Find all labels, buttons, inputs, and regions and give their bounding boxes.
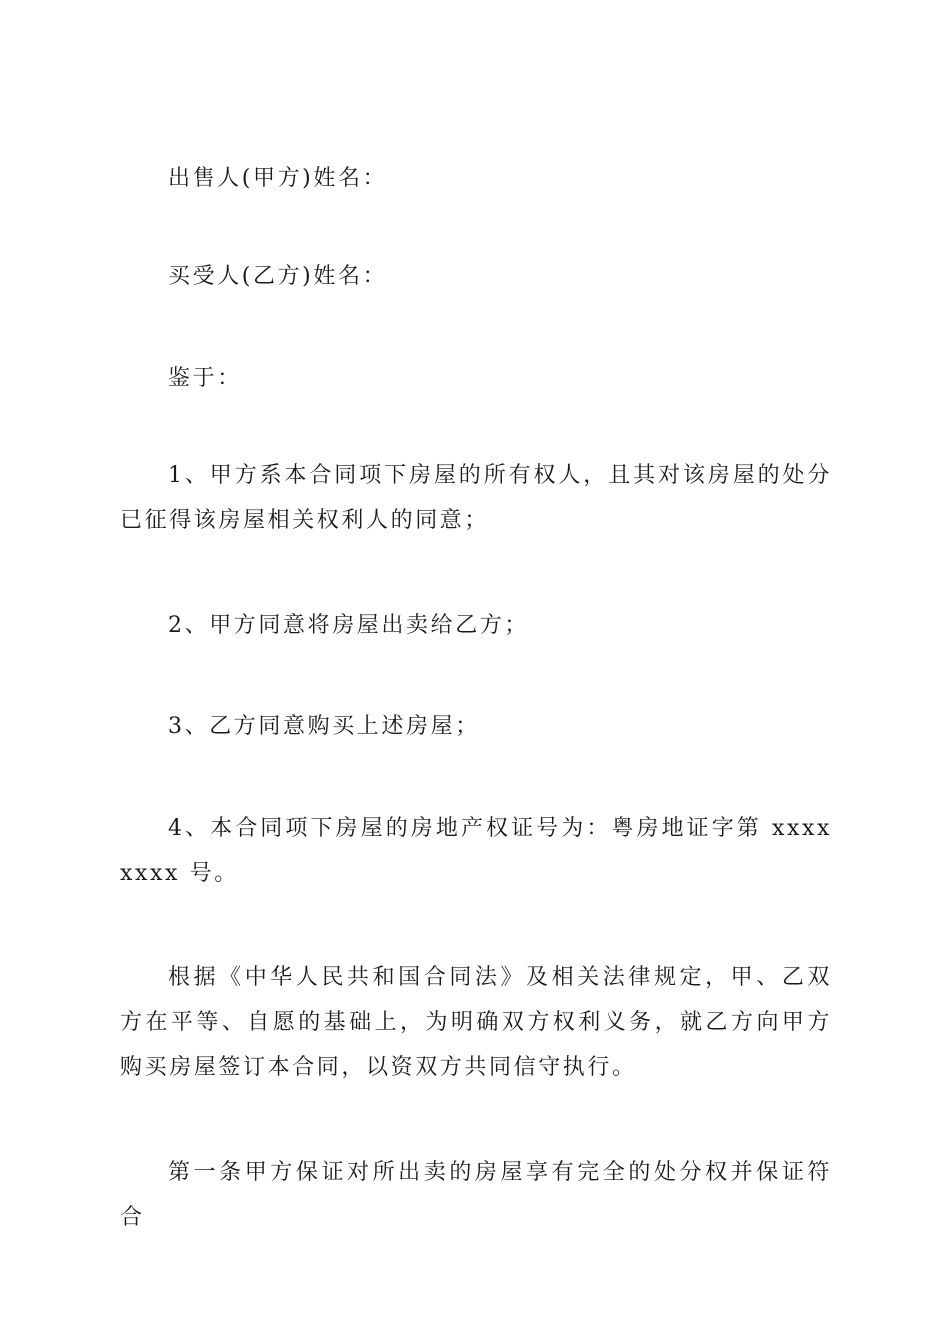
seller-name-line: 出售人(甲方)姓名： bbox=[168, 166, 388, 191]
legal-basis-paragraph: 根据《中华人民共和国合同法》及相关法律规定，甲、乙双方在平等、自愿的基础上，为明确双方权利义务，就乙方向甲方购买房屋签订本合同，以资双方共同信守执行。 bbox=[120, 965, 832, 1080]
article-1-paragraph: 第一条甲方保证对所出卖的房屋享有完全的处分权并保证符合 bbox=[120, 1160, 832, 1230]
recital-4: 4、本合同项下房屋的房地产权证号为：粤房地证字第 xxxxxxxx 号。 bbox=[120, 816, 832, 886]
whereas-heading: 鉴于： bbox=[168, 366, 242, 391]
recital-2: 2、甲方同意将房屋出卖给乙方； bbox=[168, 613, 529, 638]
buyer-name-line: 买受人(乙方)姓名： bbox=[168, 264, 388, 289]
recital-1: 1、甲方系本合同项下房屋的所有权人，且其对该房屋的处分已征得该房屋相关权利人的同意； bbox=[120, 463, 832, 533]
recital-3: 3、乙方同意购买上述房屋； bbox=[168, 714, 480, 739]
